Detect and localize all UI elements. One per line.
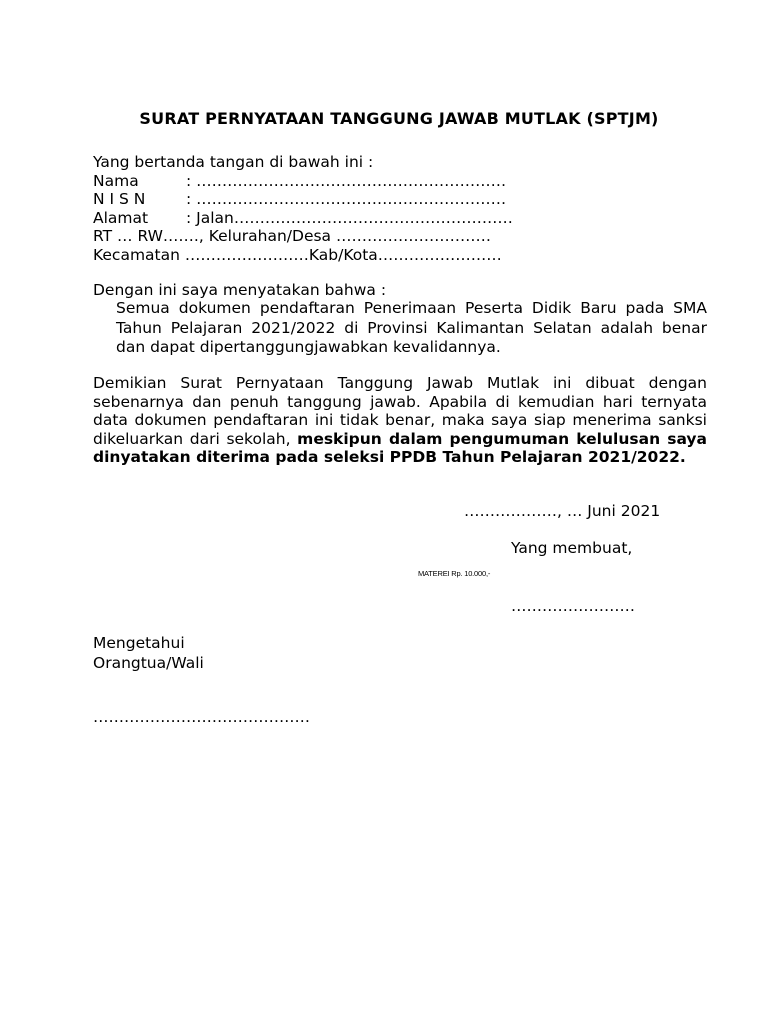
field-value-alamat: : Jalan………………………………………………	[186, 208, 513, 227]
field-row-nisn	[93, 190, 513, 209]
field-row-nama	[93, 172, 513, 191]
acknowledgement-block	[93, 633, 204, 673]
ack-line-orangtua: Orangtua/Wali	[93, 654, 204, 672]
ack-line-mengetahui: Mengetahui	[93, 634, 185, 652]
field-label-nisn: N I S N	[93, 190, 146, 208]
document-title: SURAT PERNYATAAN TANGGUNG JAWAB MUTLAK (SPTJM)	[139, 109, 659, 128]
intro-text: Yang bertanda tangan di bawah ini :	[93, 153, 374, 171]
guardian-signature-line: ……………………………………	[93, 708, 310, 726]
stamp-label: MATEREI Rp. 10.000,-	[418, 569, 491, 578]
statement-body: Semua dokumen pendaftaran Penerimaan Peserta Didik Baru pada SMA Tahun Pelajaran 2021/2022 di Provinsi Kalimantan Selatan adalah benar dan dapat dipertanggungjawabkan kevalidannya.	[116, 299, 707, 356]
field-value-nama: : ……………………………………………………	[186, 171, 507, 190]
maker-signature-line: ……………………	[511, 597, 635, 615]
identity-block	[93, 153, 513, 264]
closing-bold-text: meskipun dalam pengumuman kelulusan saya dinyatakan diterima pada seleksi PPDB Tahun Pelajaran 2021/2022.	[93, 429, 707, 466]
statement-lead: Dengan ini saya menyatakan bahwa :	[93, 281, 387, 299]
field-row-alamat	[93, 209, 513, 228]
rt-rw-line: RT … RW……., Kelurahan/Desa …………………………	[93, 227, 491, 245]
field-label-nama: Nama	[93, 171, 139, 190]
date-line: ………………, … Juni 2021	[464, 502, 661, 520]
closing-text: Demikian Surat Pernyataan Tanggung Jawab Mutlak ini dibuat dengan sebenarnya dan penuh tanggung jawab. Apabila di kemudian hari ternyata data dokumen pendaftaran ini tidak benar, maka saya siap menerima sanksi dikeluarkan dari sekolah,	[93, 374, 707, 448]
field-label-alamat: Alamat	[93, 208, 149, 227]
maker-label: Yang membuat,	[511, 539, 633, 557]
closing-paragraph	[93, 374, 707, 467]
field-value-nisn: : ……………………………………………………	[186, 190, 507, 208]
kecamatan-line: Kecamatan ……………………Kab/Kota……………………	[93, 245, 502, 264]
